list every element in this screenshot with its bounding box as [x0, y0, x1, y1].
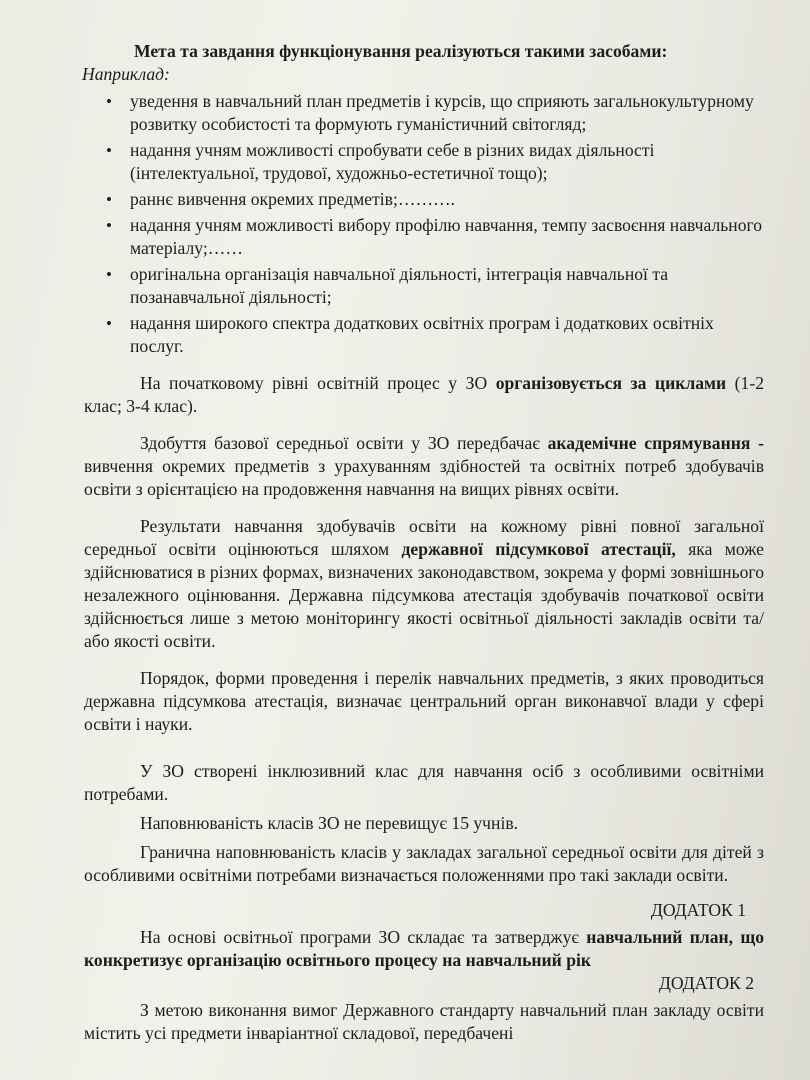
- paragraph-class-size: Наповнюваність класів ЗО не перевищує 15 учнів.: [140, 813, 519, 833]
- paragraph-state-standard: З метою виконання вимог Державного стандарту навчальний план закладу освіти містить усі предмети інваріантної складової, передбачені: [84, 1000, 764, 1043]
- addendum-2-label: ДОДАТОК 2: [658, 973, 754, 993]
- paragraph-basic-secondary: Здобуття базової середньої освіти у ЗО передбачає академічне спрямування - вивчення окремих предметів з урахуванням здібностей та освітніх потреб здобувачів освіти з орієнтацією на продовження навчання на вищих рівнях освіти.: [84, 433, 764, 499]
- list-item: • раннє вивчення окремих предметів;……….: [84, 188, 764, 211]
- list-item: • надання учням можливості спробувати себе в різних видах діяльності (інтелектуальної, трудової, художньо-естетичної тощо);: [84, 139, 764, 185]
- list-item: • надання широкого спектра додаткових освітніх програм і додаткових освітніх послуг.: [84, 312, 764, 358]
- addendum-1-label: ДОДАТОК 1: [650, 900, 746, 920]
- list-item: • надання учням можливості вибору профілю навчання, темпу засвоєння навчального матеріалу;……: [84, 214, 764, 260]
- section-heading: Мета та завдання функціонування реалізуються такими засобами:: [134, 41, 668, 61]
- list-item: • оригінальна організація навчальної діяльності, інтеграція навчальної та позанавчальної діяльності;: [84, 263, 764, 309]
- means-list: [84, 90, 764, 358]
- paragraph-curriculum: На основі освітньої програми ЗО складає та затверджує навчальний план, що конкретизує організацію освітнього процесу на навчальний рік: [84, 927, 764, 970]
- paragraph-inclusive-class: У ЗО створені інклюзивний клас для навчання осіб з особливими освітніми потребами.: [84, 761, 764, 804]
- paragraph-max-class-size: Гранична наповнюваність класів у закладах загальної середньої освіти для дітей з особливими освітніми потребами визначається положеннями про такі заклади освіти.: [84, 842, 764, 885]
- example-label: Наприклад:: [82, 64, 170, 84]
- list-item: • уведення в навчальний план предметів і курсів, що сприяють загальнокультурному розвитку особистості та формують гуманістичний світогляд;: [84, 90, 764, 136]
- paragraph-primary-level: На початковому рівні освітній процес у ЗО організовується за циклами (1-2 клас; 3-4 клас).: [84, 373, 764, 416]
- paragraph-attestation-order: Порядок, форми проведення і перелік навчальних предметів, з яких проводиться державна підсумкова атестація, визначає центральний орган виконавчої влади у сфері освіти і науки.: [84, 668, 764, 734]
- paragraph-state-attestation: Результати навчання здобувачів освіти на кожному рівні повної загальної середньої освіти оцінюються шляхом державної підсумкової атестації, яка може здійснюватися в різних формах, визначених законодавством, зокрема у формі зовнішнього незалежного оцінювання. Державна підсумкова атестація здобувачів початкової освіти здійснюється лише з метою моніторингу якості освітньої діяльності закладів освіти та/або якості освіти.: [84, 516, 764, 651]
